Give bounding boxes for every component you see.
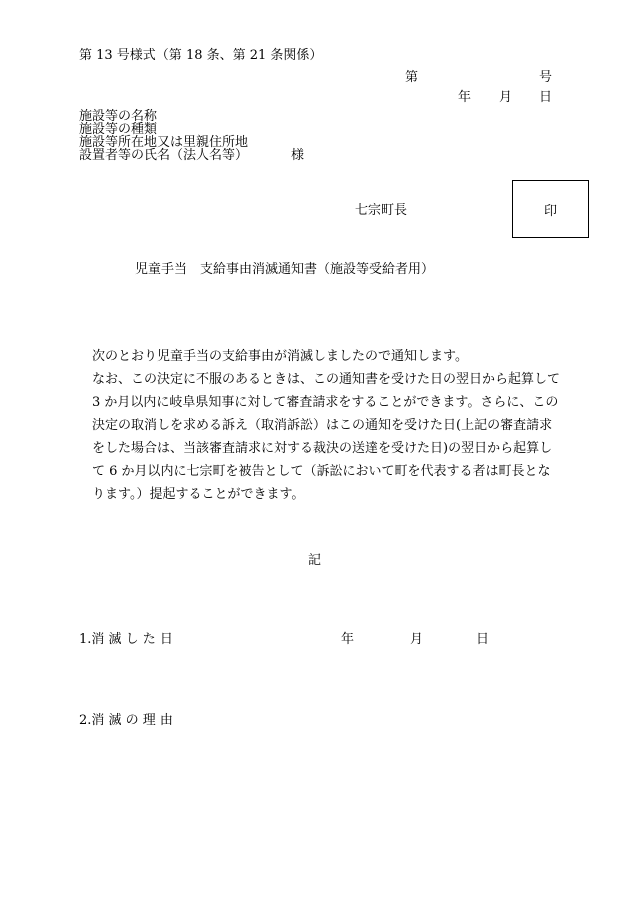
- item-1-year: 年: [341, 632, 355, 647]
- doc-number-go: 号: [539, 70, 553, 85]
- doc-number-dai: 第: [405, 70, 419, 85]
- issuer-name: 七宗町長: [355, 203, 408, 218]
- seal-label: 印: [543, 203, 557, 219]
- item-1-day: 日: [476, 632, 490, 647]
- item-1-month: 月: [410, 632, 424, 647]
- honorific-sama: 様: [291, 148, 305, 163]
- body-paragraph-2: なお、この決定に不服のあるときは、この通知書を受けた日の翌日から起算して 3 か月以内に岐阜県知事に対して審査請求をすることができます。さらに、この決定の取消しを求める訴え（取消訴訟）はこの通知を受けた日(上記の審査請求をした場合は、当該審査請求に対する裁決の送達を受けた日)の翌日から起算して 6 か月以内に七宗町を被告として（訴訟において町を代表する者は町長となります。）提起することができます。: [92, 372, 561, 502]
- facility-name-label: 施設等の名称: [79, 109, 158, 124]
- ki-heading: 記: [308, 553, 322, 568]
- seal-box: [512, 180, 589, 238]
- item-2-label: 2.消 滅 の 理 由: [79, 713, 173, 728]
- item-1-label: 1.消 滅 し た 日: [79, 632, 173, 647]
- date-year: 年: [458, 90, 472, 105]
- body-text: [79, 345, 561, 506]
- founder-name-label: 設置者等の氏名（法人名等）: [79, 148, 249, 163]
- form-number: 第 13 号様式（第 18 条、第 21 条関係）: [79, 48, 323, 63]
- facility-address-label: 施設等所在地又は里親住所地: [79, 135, 249, 150]
- facility-type-label: 施設等の種類: [79, 122, 158, 137]
- date-month: 月: [499, 90, 513, 105]
- date-day: 日: [539, 90, 553, 105]
- body-paragraph-1: 次のとおり児童手当の支給事由が消滅しましたので通知します。: [92, 349, 468, 364]
- document-title: 児童手当 支給事由消滅通知書（施設等受給者用）: [135, 262, 435, 277]
